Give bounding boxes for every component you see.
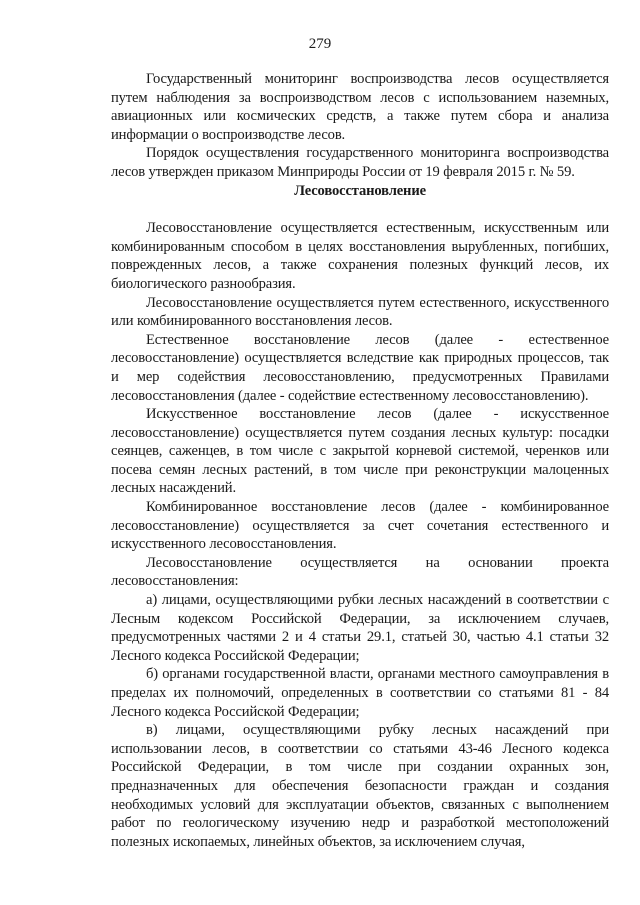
document-body (111, 70, 609, 851)
section-spacer (111, 200, 609, 219)
paragraph-project-basis: Лесовосстановление осуществляется на основании проекта лесовосстановления: (111, 554, 609, 590)
section-heading: Лесовосстановление (294, 182, 426, 199)
list-item-b: б) органами государственной власти, органами местного самоуправления в пределах их полномочий, определенных в соответствии со статьями 81 - 84 Лесного кодекса Российской Федерации; (111, 666, 609, 720)
page-number: 279 (308, 36, 332, 52)
paragraph-reforestation-methods: Лесовосстановление осуществляется естественным, искусственным или комбинированным способом в целях восстановления вырубленных, погибших, поврежденных лесов, а также сохранения полезных функций лесов, их биологического разнообразия. (111, 220, 609, 292)
list-item-c: в) лицами, осуществляющими рубку лесных насаждений при использовании лесов, в соответствии со статьями 43-46 Лесного кодекса Российской Федерации, в том числе при создании охранных зон, предназначенных для обеспечения безопасности граждан и создания необходимых условий для эксплуатации объектов, связанных с выполнением работ по геологическому изучению недр и разработкой местоположений полезных ископаемых, линейных объектов, за исключением случая, (111, 722, 609, 850)
paragraph-artificial-restoration: Искусственное восстановление лесов (далее - искусственное лесовосстановление) осуществляется путем создания лесных культур: посадки сеянцев, саженцев, в том числе с закрытой корневой системой, черенков или посева семян лесных растений, в том числе при реконструкции малоценных лесных насаждений. (111, 406, 609, 497)
paragraph-monitoring-order: Порядок осуществления государственного мониторинга воспроизводства лесов утвержден приказом Минприроды России от 19 февраля 2015 г. № 59. (111, 145, 609, 180)
list-item-a: а) лицами, осуществляющими рубки лесных насаждений в соответствии с Лесным кодексом Российской Федерации, за исключением случаев, предусмотренных частями 2 и 4 статьи 29.1, статьей 30, частью 4.1 статьи 32 Лесного кодекса Российской Федерации; (111, 592, 609, 664)
paragraph-reforestation-ways: Лесовосстановление осуществляется путем естественного, искусственного или комбинированного восстановления лесов. (111, 294, 609, 330)
paragraph-monitoring: Государственный мониторинг воспроизводства лесов осуществляется путем наблюдения за воспроизводством лесов с использованием наземных, авиационных или космических средств, а также путем сбора и анализа информации о воспроизводстве лесов. (111, 71, 609, 143)
paragraph-natural-restoration: Естественное восстановление лесов (далее - естественное лесовосстановление) осуществляется вследствие как природных процессов, так и мер содействия лесовосстановлению, предусмотренных Правилами лесовосстановления (далее - содействие естественному лесовосстановлению). (111, 331, 609, 404)
paragraph-combined-restoration: Комбинированное восстановление лесов (далее - комбинированное лесовосстановление) осуществляется за счет сочетания естественного и искусственного лесовосстановления. (111, 499, 609, 553)
